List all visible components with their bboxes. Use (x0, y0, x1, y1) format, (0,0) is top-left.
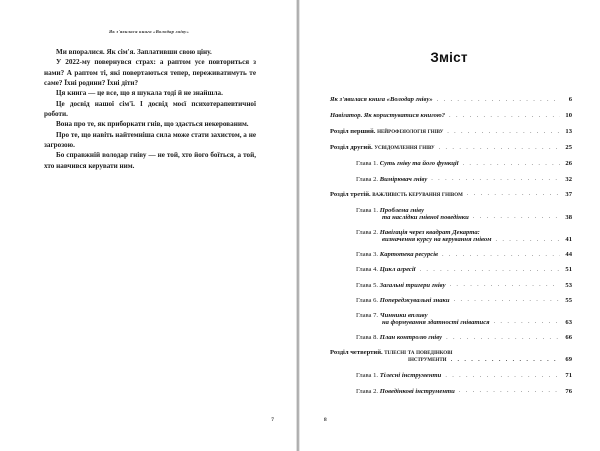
toc-chapter-title: Цикл агресії (379, 266, 416, 274)
toc-page-number: 41 (565, 236, 572, 244)
toc-entry-label (356, 334, 442, 341)
toc-chapter-number: Глава 2. (356, 175, 380, 183)
dot-leader (451, 356, 560, 363)
running-head: Як з'явилася книга «Володар гніву» (108, 29, 190, 34)
toc-entry[interactable] (330, 334, 572, 341)
page-number-left: 7 (271, 417, 274, 423)
dot-leader (446, 334, 560, 341)
toc-chapter-title: Поведінкові інструменти (379, 387, 455, 395)
toc-entry[interactable] (330, 96, 572, 103)
toc-entry-label (330, 312, 572, 326)
toc-entry[interactable] (330, 266, 572, 273)
dot-leader (495, 236, 560, 243)
dot-leader (467, 190, 560, 197)
toc-page-number: 66 (565, 334, 572, 342)
toc-page-number: 26 (565, 160, 572, 168)
toc-entry-label: Розділ перший. нейрофізіологія гніву (330, 128, 444, 136)
toc-entry-line-1: Розділ четвертий. тілесні та поведінкові (330, 349, 453, 357)
dot-leader (420, 266, 561, 273)
page-number-right: 8 (324, 417, 327, 423)
toc-entry-line-2: визначення курсу на керування гнівом . . . 41 (330, 236, 572, 243)
toc-entry[interactable] (330, 176, 572, 183)
dot-leader (437, 96, 560, 103)
toc-entry-line-1: Глава 2. Навігація через квадрат Декарта: (356, 229, 480, 237)
toc-chapter-title: Вимірювач гніву (379, 175, 428, 183)
toc-page-number: 38 (565, 213, 572, 221)
toc-chapter-number: Глава 4. (356, 266, 380, 274)
page-title: Зміст (430, 50, 468, 65)
toc-chapter-number: Глава 3. (356, 251, 380, 259)
toc-chapter-title: Загальні тригери гніву (379, 281, 446, 289)
toc-chapter-title: План контролю гніву (379, 334, 443, 342)
dot-leader (439, 144, 560, 151)
dot-leader (463, 160, 560, 167)
toc-entry-label (356, 372, 441, 379)
toc-entry[interactable] (330, 207, 572, 221)
toc-chapter-number: Глава 1. (356, 160, 380, 168)
toc-entry[interactable] (330, 372, 572, 379)
toc-entry[interactable] (330, 251, 572, 258)
toc-entry-smallcaps: усвідомлення гніву (374, 144, 435, 152)
paragraph: Це досвід нашої сім'ї. І досвід моєї психотерапевтичної роботи. (44, 99, 256, 119)
toc-page-number: 32 (565, 175, 572, 183)
book-spine (296, 0, 300, 451)
toc-page-number: 76 (565, 387, 572, 395)
toc-page-number: 13 (565, 128, 572, 136)
toc-entry-smallcaps: важливість керування гнівом (372, 190, 463, 198)
toc-entry-line-2: на формування здатності гніватися . . . 63 (330, 319, 572, 326)
toc-entry-label (330, 229, 572, 243)
toc-entry-label (356, 388, 455, 395)
toc-page-number: 6 (568, 96, 572, 103)
paragraph: Бо справжній володар гніву — не той, хто його боїться, а той, хто навчився керувати ним. (44, 151, 256, 170)
right-page (298, 0, 600, 451)
toc-chapter-title: Попереджувальні знаки (379, 296, 450, 304)
toc-entry[interactable] (330, 160, 572, 167)
toc-entry-label (330, 207, 572, 221)
toc-entry-label: Розділ третій. важливість керування гнівом (330, 190, 463, 198)
toc-entry[interactable] (330, 297, 572, 304)
left-page (0, 0, 298, 451)
dot-leader (447, 128, 560, 135)
dot-leader (450, 281, 560, 288)
paragraph: Вона про те, як приборкати гнів, що здається некерованим. (56, 120, 249, 129)
toc-page-number: 37 (565, 190, 572, 198)
toc-entry-line-1: Глава 7. Чинники впливу (356, 311, 428, 319)
toc-entry-label (356, 176, 427, 183)
toc-entry-line-2: інструменти . . . 69 (330, 356, 572, 363)
toc-page-number: 10 (565, 112, 572, 120)
toc-entry-label (356, 251, 438, 258)
toc-entry[interactable] (330, 191, 572, 198)
toc-entry[interactable] (330, 229, 572, 243)
toc-entry[interactable] (330, 144, 572, 151)
toc-page-number: 25 (565, 144, 572, 152)
toc-page-number: 51 (565, 266, 572, 274)
toc-entry-line-2: та наслідки гнівної поведінки . . . 38 (330, 214, 572, 221)
dot-leader (445, 372, 560, 379)
toc-chapter-title: Картотека ресурсів (379, 251, 439, 259)
toc-chapter-number: Глава 2. (356, 387, 380, 395)
toc-chapter-number: Глава 1. (356, 372, 380, 380)
toc-chapter-title: Суть гніву та його функції (379, 160, 459, 168)
toc-entry-label: Навігатор. Як користуватися книгою? (330, 112, 446, 120)
toc-entry[interactable] (330, 128, 572, 135)
dot-leader (494, 318, 560, 325)
toc-chapter-number: Глава 8. (356, 334, 380, 342)
toc-entry-line-1: Глава 1. Проблема гніву (356, 206, 424, 214)
toc-entry-label (356, 266, 416, 273)
toc-page-number: 44 (565, 251, 572, 259)
toc-page-number: 55 (565, 296, 572, 304)
dot-leader (473, 213, 560, 220)
toc-page-number: 71 (565, 372, 572, 380)
paragraph: Про те, що навіть найтемніша сила може стати захистом, а не загрозою. (44, 130, 256, 150)
toc-entry-label (356, 282, 446, 289)
paragraph: Ми впоралися. Як сім'я. Заплативши свою ціну. (56, 48, 212, 56)
dot-leader (454, 296, 560, 303)
toc-page-number: 53 (565, 281, 572, 289)
dot-leader (442, 251, 560, 258)
toc-entry-label (330, 349, 572, 363)
table-of-contents (330, 96, 572, 403)
toc-entry[interactable] (330, 282, 572, 289)
toc-entry[interactable] (330, 112, 572, 119)
toc-chapter-number: Глава 6. (356, 296, 380, 304)
dot-leader (449, 112, 560, 119)
toc-entry[interactable] (330, 349, 572, 363)
paragraph: Ця книга — це все, що я шукала тоді й не знайшла. (56, 89, 223, 98)
toc-chapter-title: Тілесні інструменти (379, 372, 442, 380)
toc-entry-label: Як з'явилася книга «Володар гніву» (330, 96, 433, 103)
body-text-block (44, 47, 256, 171)
toc-entry-label (356, 160, 459, 167)
paragraph: У 2022-му повернувся страх: а раптом усе повториться з нами? А раптом ті, які повертаються тепер, переживатимуть те саме? Їхні родини? Їхні діти? (44, 58, 256, 88)
toc-entry-label: Розділ другий. усвідомлення гніву (330, 144, 435, 152)
toc-entry-label (356, 297, 450, 304)
toc-entry[interactable] (330, 312, 572, 326)
toc-page-number: 69 (565, 356, 572, 364)
toc-entry[interactable] (330, 388, 572, 395)
toc-page-number: 63 (565, 318, 572, 326)
toc-chapter-number: Глава 5. (356, 281, 380, 289)
toc-entry-smallcaps: нейрофізіологія гніву (377, 128, 444, 136)
dot-leader (431, 175, 560, 182)
dot-leader (459, 387, 560, 394)
